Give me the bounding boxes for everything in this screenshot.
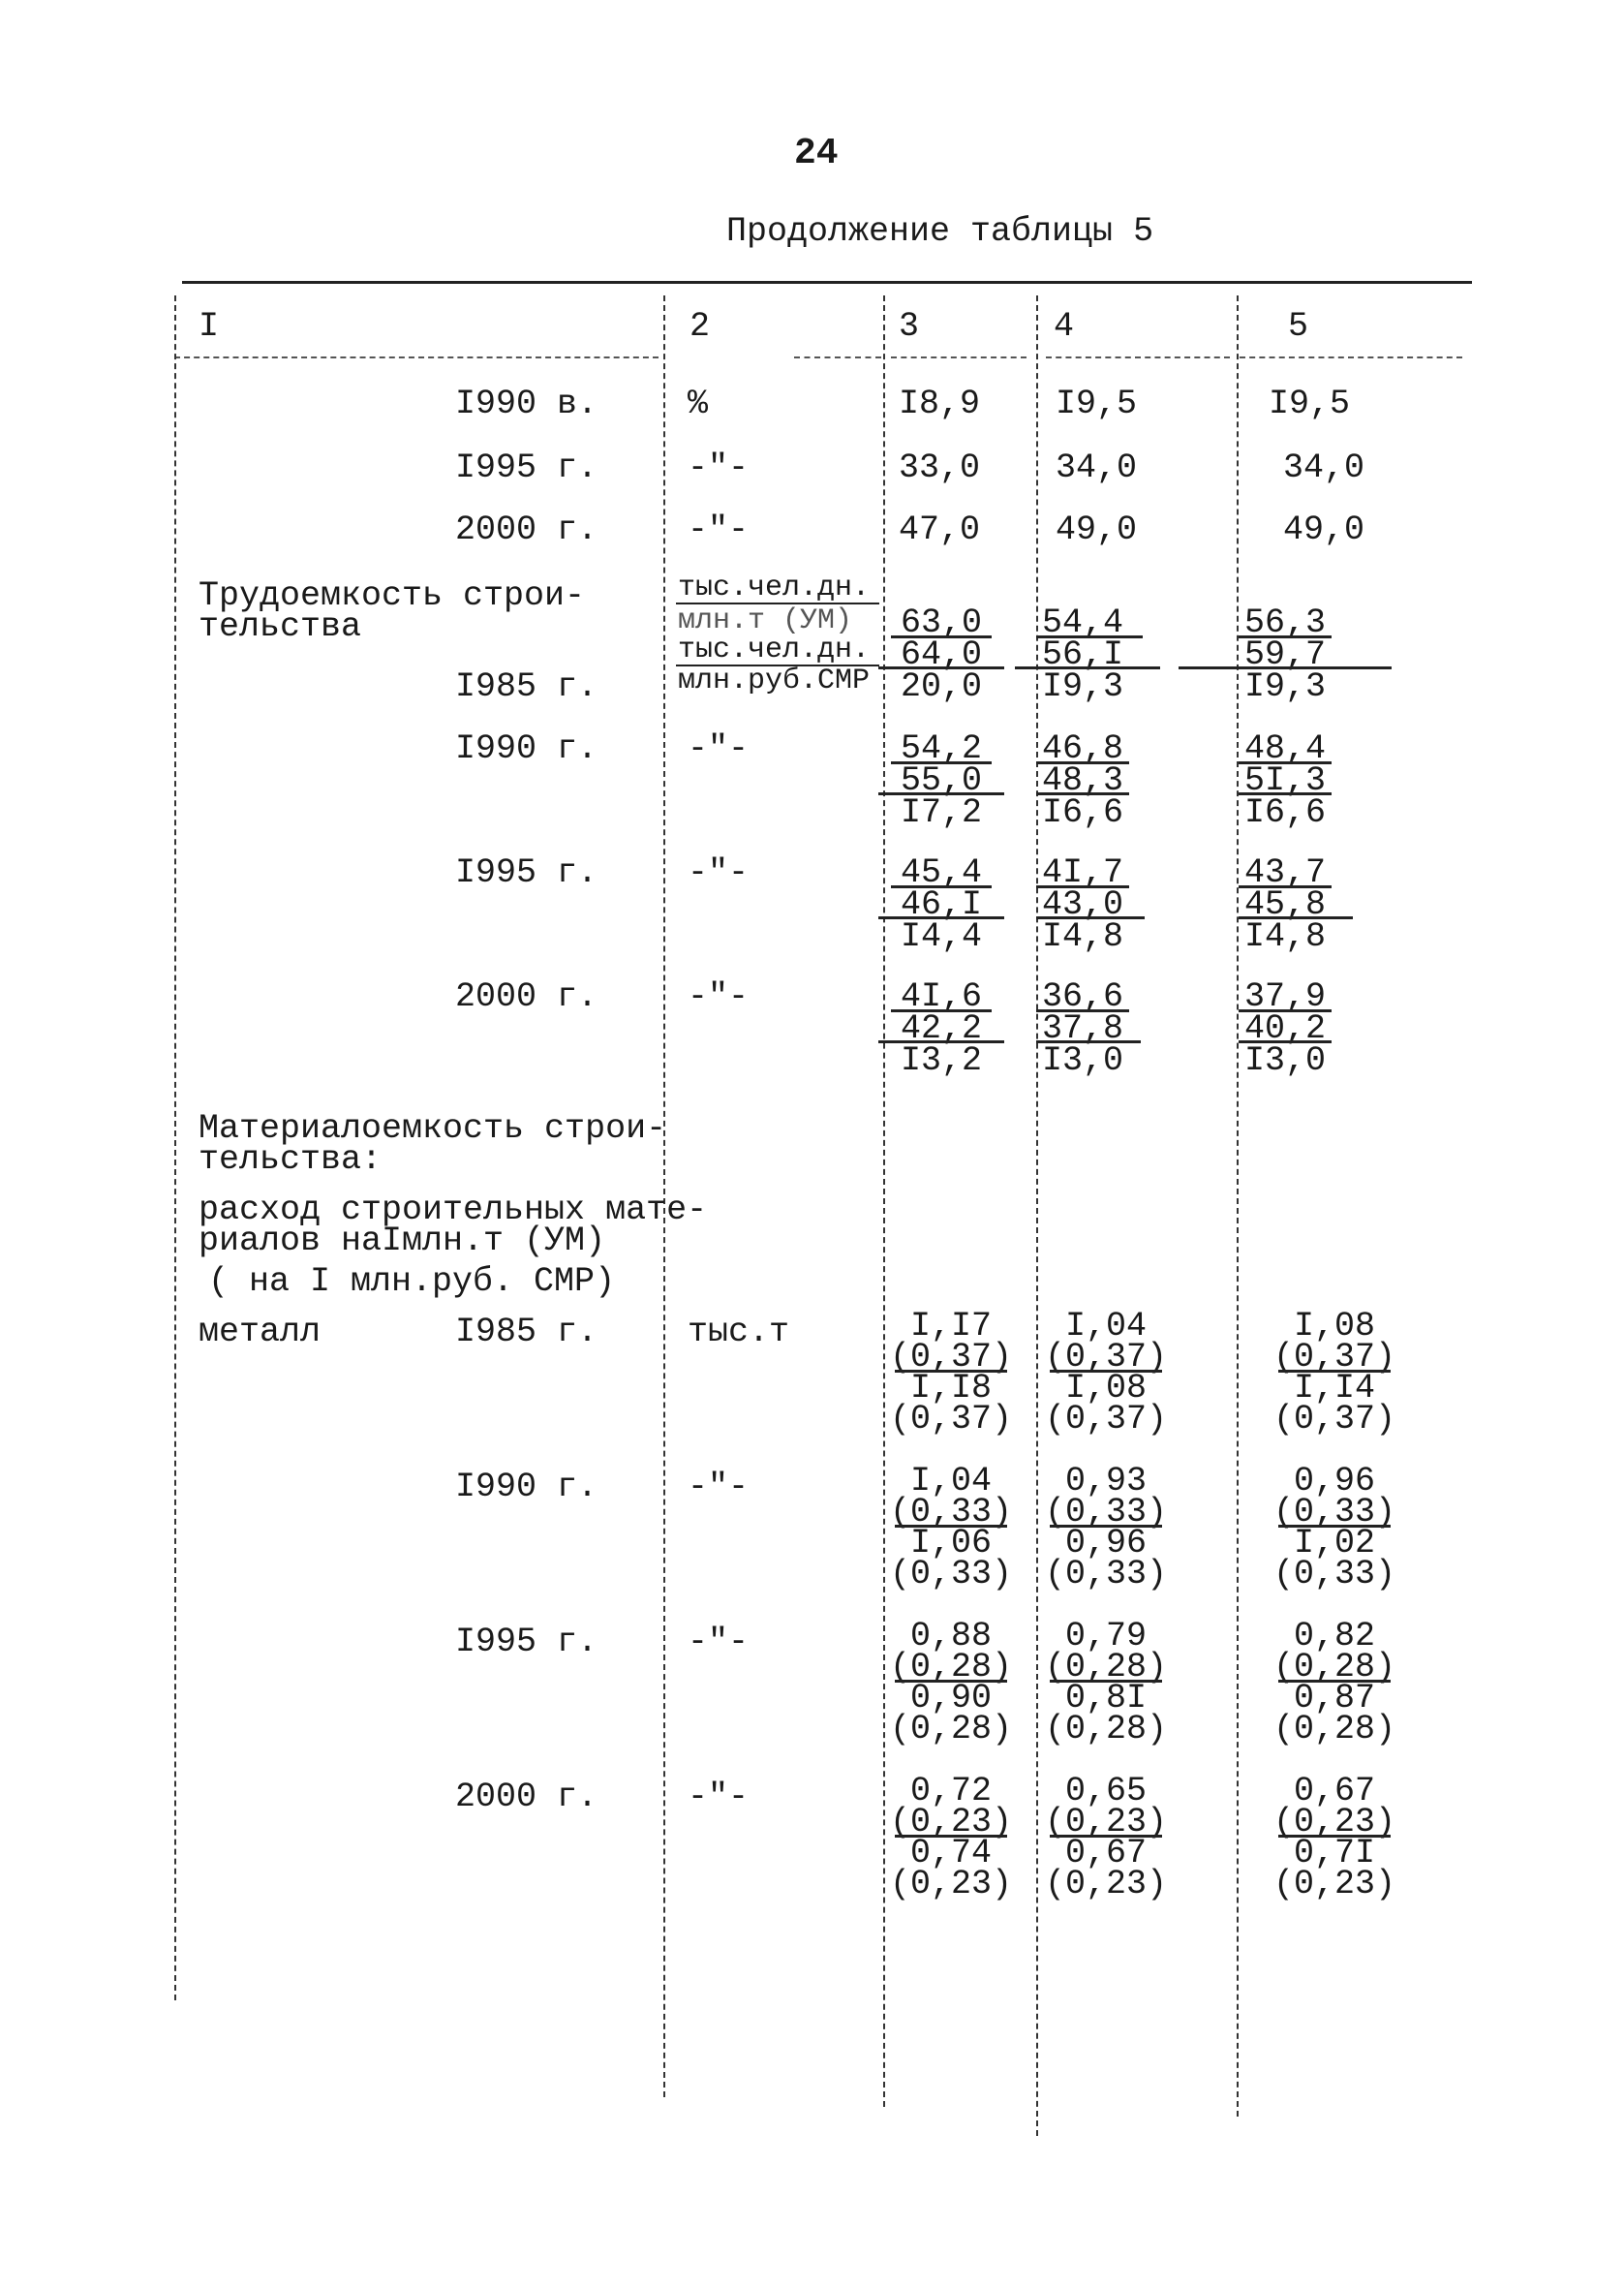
unit-thousand-tons: тыс.т: [688, 1313, 790, 1351]
numerator: 46,8: [1041, 729, 1124, 768]
ditto-mark: -"-: [688, 977, 750, 1016]
value-per-um: I,04: [1064, 1307, 1148, 1346]
value-per-um: I,04: [909, 1462, 993, 1500]
value-per-smr: (0,37): [889, 1400, 1013, 1438]
table-top-rule: [182, 281, 1472, 284]
value-per-um: 0,72: [909, 1772, 993, 1810]
numerator: 37,9: [1243, 977, 1327, 1016]
value-per-um: I,I8: [909, 1369, 993, 1407]
value-per-um: 0,8I: [1064, 1679, 1148, 1717]
value-per-smr: (0,33): [889, 1555, 1013, 1593]
value-per-smr: (0,23): [1044, 1865, 1168, 1903]
table-cell: 34,0: [1283, 449, 1365, 487]
value-per-um: 0,88: [909, 1617, 993, 1655]
middle-value: 55,0: [900, 761, 983, 800]
header-rule-col5: [1240, 356, 1462, 358]
table-cell: I8,9: [899, 385, 981, 423]
unit-percent: %: [688, 385, 709, 423]
value-per-um: 0,65: [1064, 1772, 1148, 1810]
value-per-um: 0,79: [1064, 1617, 1148, 1655]
table-cell: 49,0: [1056, 510, 1138, 549]
value-per-smr: (0,23): [889, 1803, 1013, 1841]
middle-value: 59,7: [1243, 635, 1327, 674]
table-caption: Продолжение таблицы 5: [726, 212, 1154, 251]
section-title-material: Материалоемкость строи-: [199, 1109, 667, 1148]
value-per-smr: (0,37): [889, 1338, 1013, 1376]
unit-labor-denominator: млн.руб.СМР: [678, 665, 871, 697]
denominator: I4,8: [1243, 917, 1327, 956]
value-per-smr: (0,37): [1272, 1338, 1396, 1376]
section-subtitle-cont: риалов наIмлн.т (УМ): [199, 1222, 606, 1260]
denominator: I4,4: [900, 917, 983, 956]
column-header-4: 4: [1054, 307, 1075, 346]
value-per-um: 0,82: [1293, 1617, 1376, 1655]
unit-labor-per-smr: тыс.чел.дн.: [678, 634, 871, 666]
value-per-um: I,02: [1293, 1524, 1376, 1562]
ditto-mark: -"-: [688, 1623, 750, 1661]
value-per-um: 0,74: [909, 1834, 993, 1872]
header-rule-col3: [891, 356, 1026, 358]
middle-value: 56,I: [1041, 635, 1124, 674]
value-per-smr: (0,28): [1272, 1648, 1396, 1686]
value-per-um: 0,96: [1293, 1462, 1376, 1500]
middle-value: 37,8: [1041, 1009, 1124, 1048]
header-rule-col2: [794, 356, 881, 358]
ditto-mark: -"-: [688, 1468, 750, 1506]
header-rule-col4: [1046, 356, 1230, 358]
denominator: I4,8: [1041, 917, 1124, 956]
column-border-left: [174, 295, 176, 2000]
numerator: 48,4: [1243, 729, 1327, 768]
row-year: I995 г.: [455, 449, 598, 487]
value-per-smr: (0,28): [889, 1648, 1013, 1686]
numerator: 4I,6: [900, 977, 983, 1016]
denominator: I3,0: [1243, 1041, 1327, 1080]
middle-value: 43,0: [1041, 885, 1124, 924]
value-per-um: I,I4: [1293, 1369, 1376, 1407]
numerator: 54,2: [900, 729, 983, 768]
denominator: 20,0: [900, 667, 983, 706]
unit-labor-per-um: тыс.чел.дн.: [678, 572, 871, 604]
middle-value: 5I,3: [1243, 761, 1327, 800]
value-per-smr: (0,33): [1044, 1493, 1168, 1531]
ditto-mark: -"-: [688, 510, 750, 549]
table-cell: I9,5: [1056, 385, 1138, 423]
numerator: 45,4: [900, 853, 983, 892]
row-year: 2000 г.: [455, 1778, 598, 1816]
value-per-um: 0,96: [1064, 1524, 1148, 1562]
value-per-smr: (0,37): [1044, 1400, 1168, 1438]
row-year: I990 в.: [455, 385, 598, 423]
denominator: I3,2: [900, 1041, 983, 1080]
numerator: 54,4: [1041, 603, 1124, 642]
value-per-smr: (0,28): [889, 1710, 1013, 1748]
value-per-smr: (0,33): [889, 1493, 1013, 1531]
middle-value: 48,3: [1041, 761, 1124, 800]
column-border-3-4: [1036, 295, 1038, 2136]
row-label-labor: Трудоемкость строи-: [199, 576, 586, 615]
value-per-smr: (0,28): [1272, 1710, 1396, 1748]
numerator: 56,3: [1243, 603, 1327, 642]
value-per-smr: (0,28): [1044, 1710, 1168, 1748]
row-year: I985 г.: [455, 1313, 598, 1351]
value-per-um: 0,87: [1293, 1679, 1376, 1717]
column-border-4-5: [1237, 295, 1239, 2117]
value-per-um: I,08: [1064, 1369, 1148, 1407]
row-year: I990 г.: [455, 1468, 598, 1506]
row-label-labor-cont: тельства: [199, 607, 362, 646]
ditto-mark: -"-: [688, 853, 750, 892]
value-per-smr: (0,37): [1044, 1338, 1168, 1376]
middle-value: 45,8: [1243, 885, 1327, 924]
row-year: I995 г.: [455, 853, 598, 892]
item-label-metal: металл: [199, 1313, 322, 1351]
value-per-um: 0,93: [1064, 1462, 1148, 1500]
row-year: I985 г.: [455, 667, 598, 706]
section-subtitle: расход строительных мате-: [199, 1191, 708, 1229]
row-year: I990 г.: [455, 729, 598, 768]
page-number: 24: [794, 133, 839, 174]
ditto-mark: -"-: [688, 729, 750, 768]
table-cell: 34,0: [1056, 449, 1138, 487]
column-header-5: 5: [1288, 307, 1309, 346]
row-year: 2000 г.: [455, 977, 598, 1016]
value-per-um: I,06: [909, 1524, 993, 1562]
denominator: I9,3: [1243, 667, 1327, 706]
middle-value: 64,0: [900, 635, 983, 674]
numerator: 36,6: [1041, 977, 1124, 1016]
header-rule-col1: [174, 356, 659, 358]
value-per-smr: (0,28): [1044, 1648, 1168, 1686]
column-header-1: I: [199, 307, 220, 346]
value-per-smr: (0,23): [1272, 1865, 1396, 1903]
middle-value: 46,I: [900, 885, 983, 924]
denominator: I3,0: [1041, 1041, 1124, 1080]
section-subtitle-note: ( на I млн.руб. СМР): [208, 1262, 616, 1301]
value-per-smr: (0,33): [1044, 1555, 1168, 1593]
numerator: 4I,7: [1041, 853, 1124, 892]
value-per-smr: (0,23): [1044, 1803, 1168, 1841]
denominator: I9,3: [1041, 667, 1124, 706]
table-cell: 33,0: [899, 449, 981, 487]
value-per-smr: (0,33): [1272, 1555, 1396, 1593]
value-per-um: 0,90: [909, 1679, 993, 1717]
value-per-smr: (0,33): [1272, 1493, 1396, 1531]
section-title-material-cont: тельства:: [199, 1140, 383, 1179]
value-per-um: I,08: [1293, 1307, 1376, 1346]
value-per-smr: (0,23): [889, 1865, 1013, 1903]
value-per-um: 0,7I: [1293, 1834, 1376, 1872]
column-header-3: 3: [899, 307, 920, 346]
table-cell: 47,0: [899, 510, 981, 549]
ditto-mark: -"-: [688, 1778, 750, 1816]
table-cell: I9,5: [1269, 385, 1351, 423]
table-cell: 49,0: [1283, 510, 1365, 549]
middle-value: 42,2: [900, 1009, 983, 1048]
numerator: 43,7: [1243, 853, 1327, 892]
denominator: I6,6: [1243, 793, 1327, 832]
unit-labor-denominator: млн.т (УМ): [678, 604, 853, 637]
value-per-um: I,I7: [909, 1307, 993, 1346]
denominator: I7,2: [900, 793, 983, 832]
column-border-2-3: [883, 295, 885, 2107]
value-per-smr: (0,23): [1272, 1803, 1396, 1841]
row-year: 2000 г.: [455, 510, 598, 549]
column-header-2: 2: [689, 307, 711, 346]
row-year: I995 г.: [455, 1623, 598, 1661]
ditto-mark: -"-: [688, 449, 750, 487]
denominator: I6,6: [1041, 793, 1124, 832]
value-per-um: 0,67: [1293, 1772, 1376, 1810]
middle-value: 40,2: [1243, 1009, 1327, 1048]
value-per-smr: (0,37): [1272, 1400, 1396, 1438]
numerator: 63,0: [900, 603, 983, 642]
value-per-um: 0,67: [1064, 1834, 1148, 1872]
